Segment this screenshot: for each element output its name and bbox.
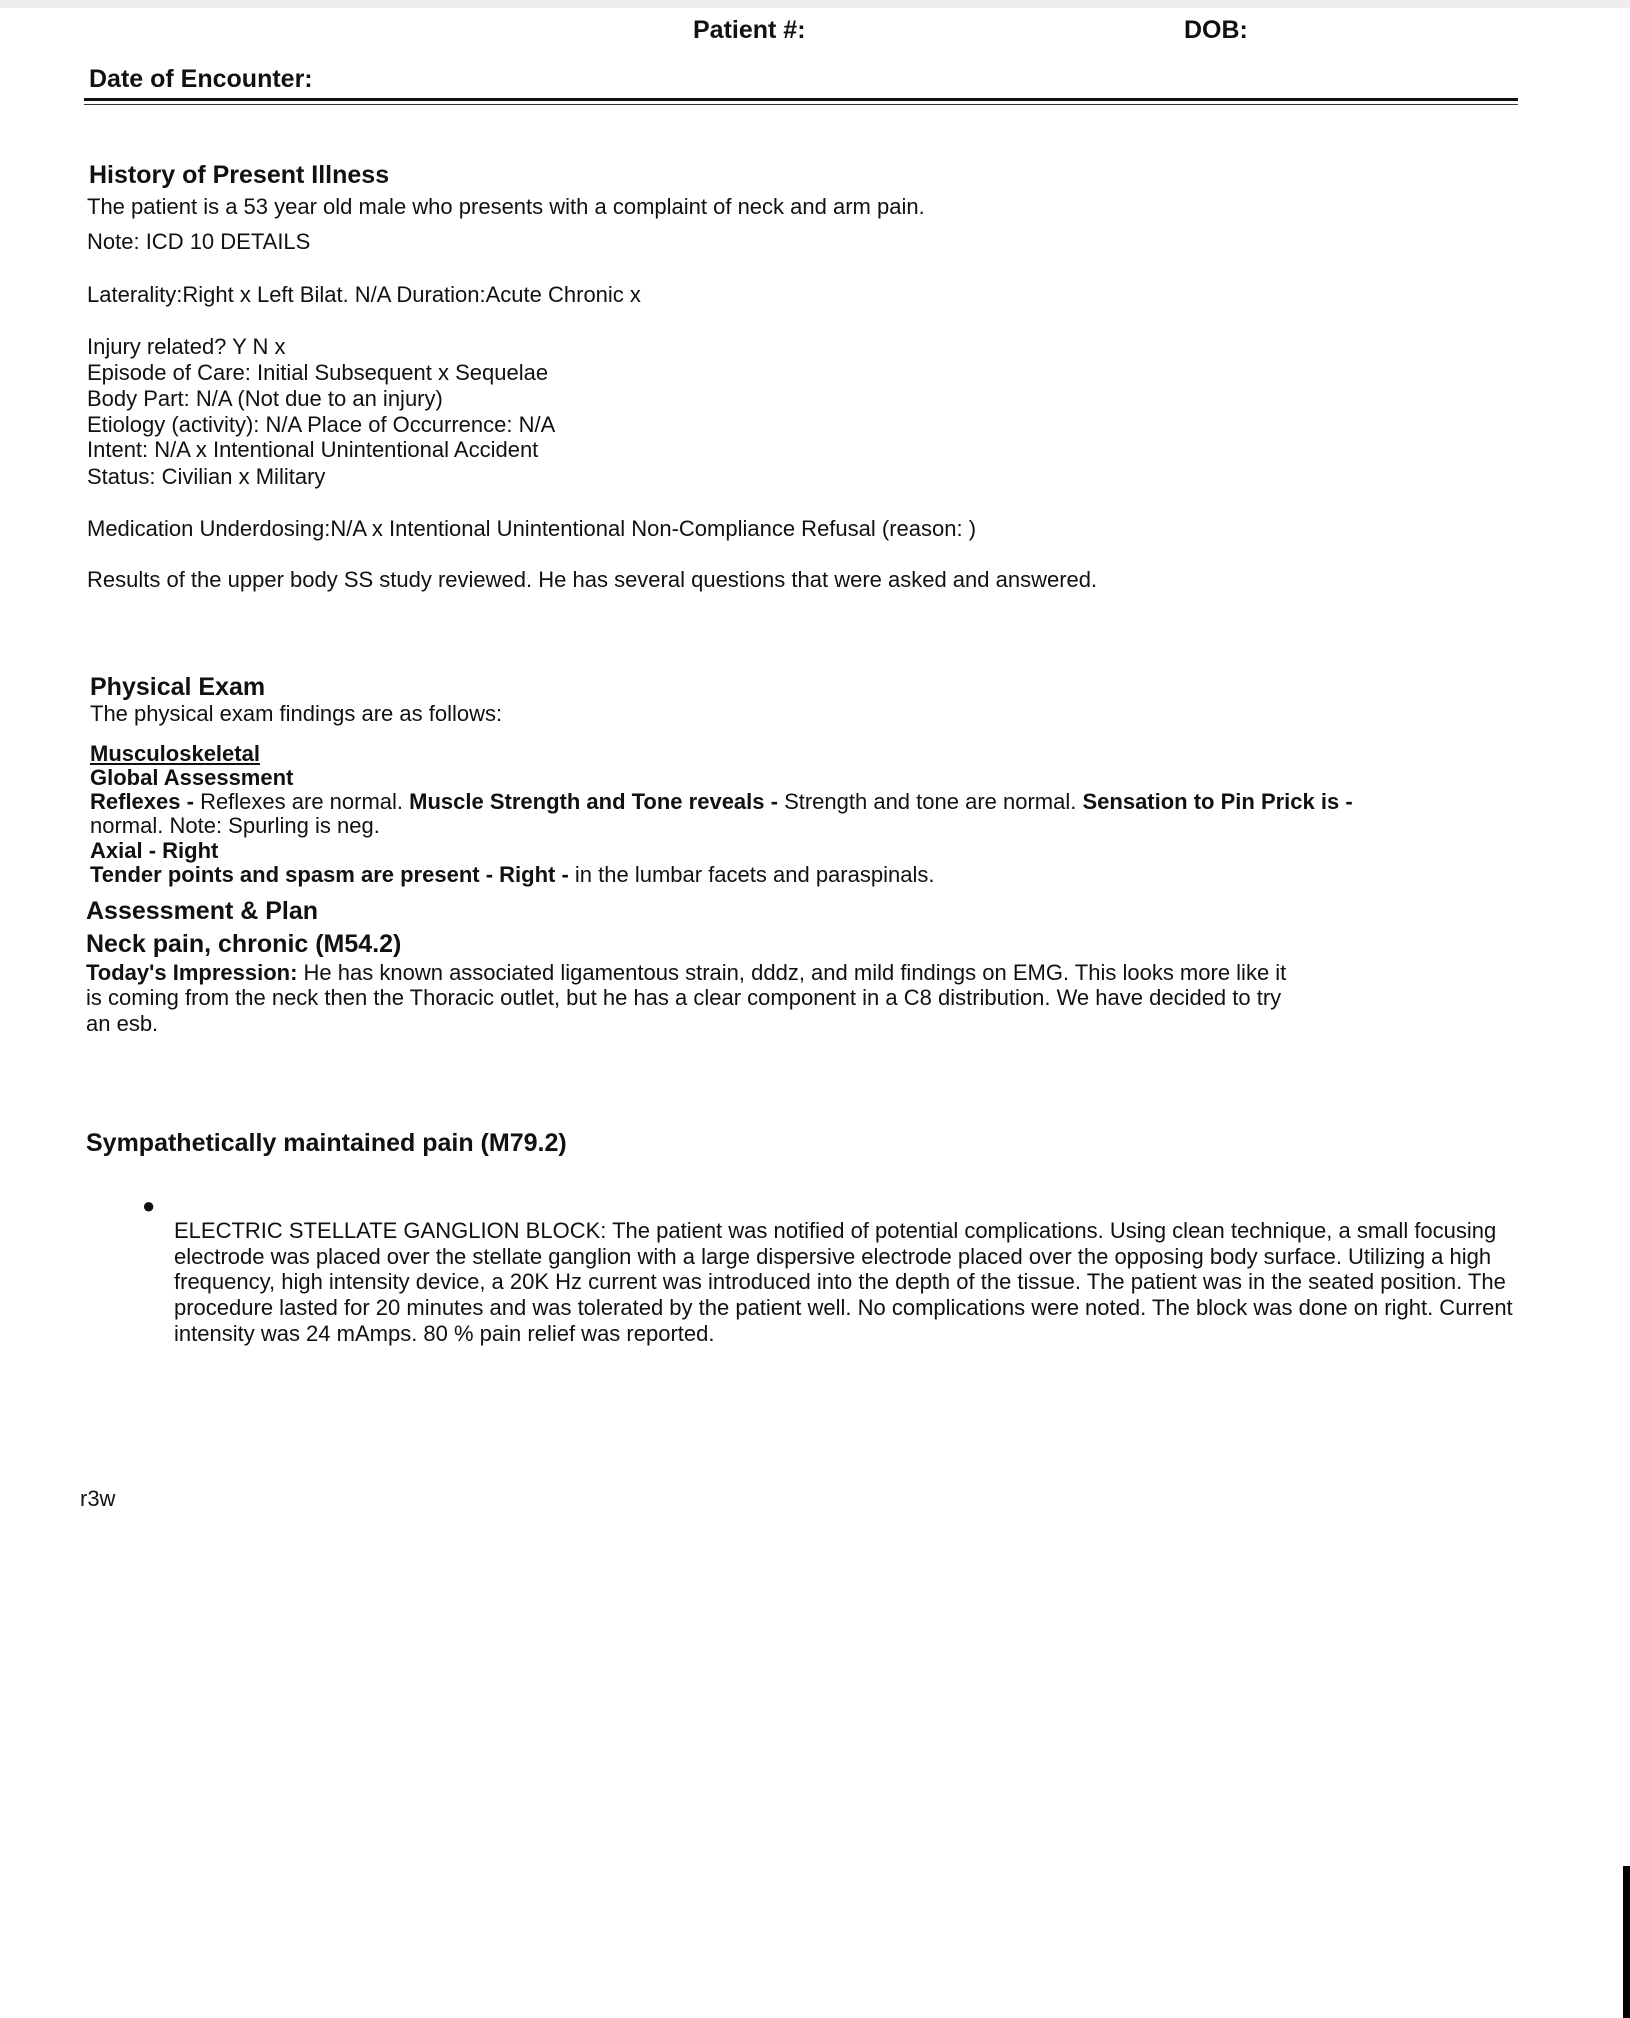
hpi-line: Laterality:Right x Left Bilat. N/A Duration:Acute Chronic x xyxy=(87,282,641,307)
muscle-label: Muscle Strength and Tone reveals - xyxy=(409,789,785,814)
axial-heading: Axial - Right xyxy=(90,838,219,863)
assessment-heading: Assessment & Plan xyxy=(86,897,319,925)
muscle-text: Strength and tone are normal. xyxy=(784,789,1083,814)
diagnosis-neck-pain: Neck pain, chronic (M54.2) xyxy=(86,930,402,958)
hpi-line: Intent: N/A x Intentional Unintentional Accident xyxy=(87,437,539,462)
reflexes-label: Reflexes - xyxy=(90,789,201,814)
impression-label: Today's Impression: xyxy=(86,960,304,985)
bullet-icon: ● xyxy=(142,1193,156,1218)
global-assessment-heading: Global Assessment xyxy=(90,765,294,790)
tender-line xyxy=(90,862,934,888)
hpi-line: Medication Underdosing:N/A x Intentional Unintentional Non-Compliance Refusal (reason: ) xyxy=(87,516,977,541)
impression-text: is coming from the neck then the Thoracic outlet, but he has a clear component in a C8 distribution. We have decided to try xyxy=(86,985,1282,1010)
hpi-line: Episode of Care: Initial Subsequent x Sequelae xyxy=(87,360,549,385)
date-of-encounter-label: Date of Encounter: xyxy=(89,65,313,93)
provider-initials: r3w xyxy=(80,1486,116,1511)
header-divider-secondary xyxy=(84,104,1518,105)
tender-text: in the lumbar facets and paraspinals. xyxy=(574,862,935,887)
sensation-label: Sensation to Pin Prick is - xyxy=(1082,789,1353,814)
tender-label: Tender points and spasm are present - Right - xyxy=(90,862,575,887)
hpi-line: Body Part: N/A (Not due to an injury) xyxy=(87,386,443,411)
hpi-line: Note: ICD 10 DETAILS xyxy=(87,229,311,254)
hpi-line: Injury related? Y N x xyxy=(87,334,286,359)
hpi-line: Status: Civilian x Military xyxy=(87,464,326,489)
diagnosis-sympathetic-pain: Sympathetically maintained pain (M79.2) xyxy=(86,1129,567,1157)
hpi-heading: History of Present Illness xyxy=(89,161,390,189)
dob-label: DOB: xyxy=(1184,16,1248,44)
exam-intro: The physical exam findings are as follows: xyxy=(90,701,503,726)
reflexes-text: Reflexes are normal. xyxy=(200,789,410,814)
impression-text: He has known associated ligamentous strain, dddz, and mild findings on EMG. This looks more like it xyxy=(303,960,1287,985)
impression-text: an esb. xyxy=(86,1011,159,1036)
sensation-text: normal. Note: Spurling is neg. xyxy=(90,813,380,838)
page-top-shadow xyxy=(0,0,1630,8)
patient-number-label: Patient #: xyxy=(693,16,806,44)
physical-exam-heading: Physical Exam xyxy=(90,673,266,701)
hpi-line: Etiology (activity): N/A Place of Occurrence: N/A xyxy=(87,412,556,437)
scan-edge-mark xyxy=(1623,1866,1630,2018)
header-divider xyxy=(84,98,1518,101)
hpi-line: The patient is a 53 year old male who presents with a complaint of neck and arm pain. xyxy=(87,194,925,219)
hpi-line: Results of the upper body SS study reviewed. He has several questions that were asked and answered. xyxy=(87,567,1098,592)
procedure-note: ELECTRIC STELLATE GANGLION BLOCK: The patient was notified of potential complications. Using clean technique, a small focusing electrode was placed over the stellate ganglion with a large dispersive electrode placed over the opposing body surface. Utilizing a high frequency, high intensity device, a 20K Hz current was introduced into the depth of the tissue. The patient was in the seated position. The procedure lasted for 20 minutes and was tolerated by the patient well. No complications were noted. The block was done on right. Current intensity was 24 mAmps. 80 % pain relief was reported. xyxy=(174,1218,1513,1346)
impression-line xyxy=(86,960,1286,986)
musculoskeletal-heading: Musculoskeletal xyxy=(90,741,260,766)
reflexes-line xyxy=(90,789,1353,815)
